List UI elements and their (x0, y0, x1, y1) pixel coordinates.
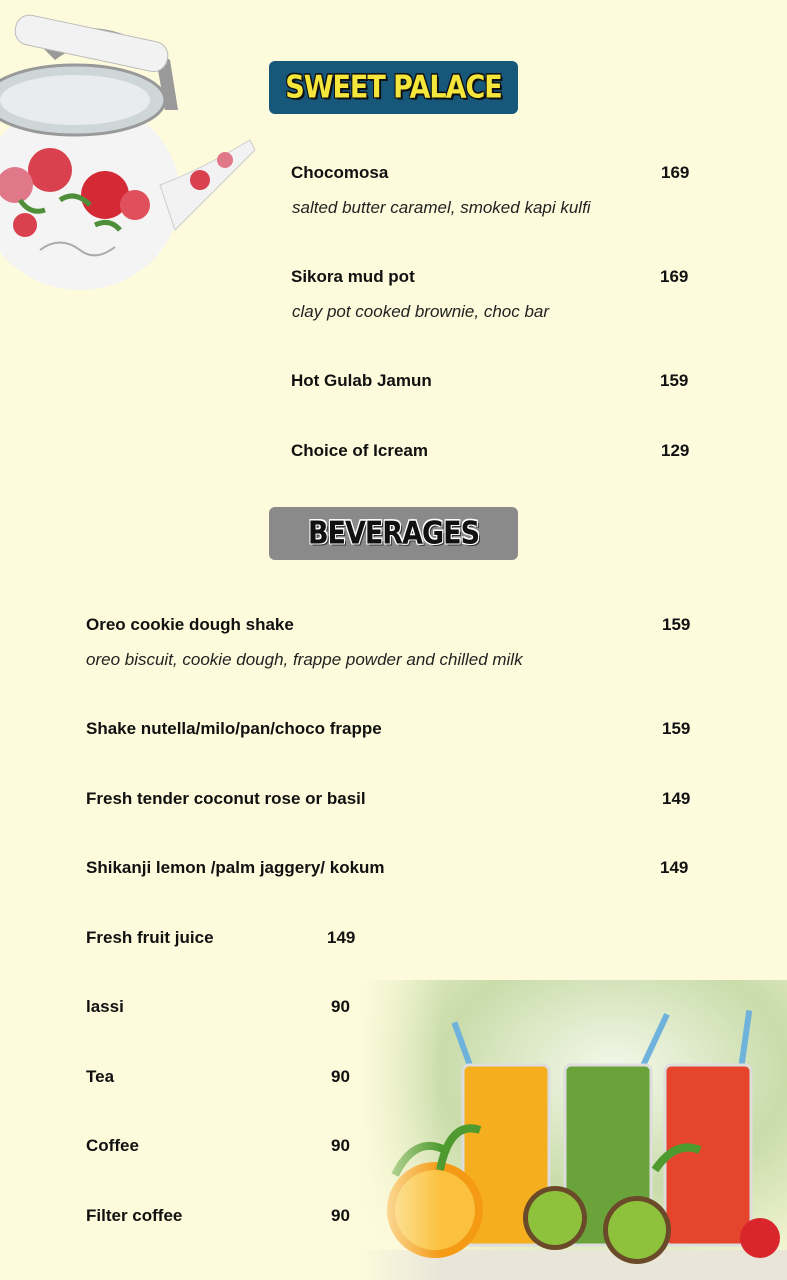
menu-item-name: Shake nutella/milo/pan/choco frappe (86, 719, 382, 738)
menu-item-description: oreo biscuit, cookie dough, frappe powder and chilled milk (86, 650, 523, 669)
menu-item-price: 129 (661, 441, 690, 460)
menu-item-name: Fresh tender coconut rose or basil (86, 789, 366, 808)
beverages-title: BEVERAGES (307, 515, 480, 552)
menu-item-name: Filter coffee (86, 1206, 183, 1225)
menu-item-price: 159 (660, 371, 689, 390)
menu-item-description: salted butter caramel, smoked kapi kulfi (292, 198, 591, 217)
menu-item-description: clay pot cooked brownie, choc bar (292, 302, 550, 321)
teapot-image (0, 0, 260, 300)
menu-item-name: Choice of Icream (291, 441, 428, 460)
sweet-palace-title: SWEET PALACE (285, 69, 502, 106)
menu-item-price: 169 (661, 163, 690, 182)
menu-item-price: 90 (331, 1067, 350, 1086)
menu-item-price: 169 (660, 267, 689, 286)
sweet-palace-header (269, 61, 518, 114)
menu-item-name: lassi (86, 997, 124, 1016)
juice-image (355, 980, 787, 1280)
menu-item-price: 149 (327, 928, 356, 947)
menu-item-name: Fresh fruit juice (86, 928, 214, 947)
menu-item-price: 159 (662, 615, 691, 634)
menu-item-price: 149 (662, 789, 691, 808)
beverages-header (269, 507, 518, 560)
menu-item-name: Chocomosa (291, 163, 389, 182)
menu-item-name: Hot Gulab Jamun (291, 371, 432, 390)
menu-item-price: 149 (660, 858, 689, 877)
menu-item-name: Shikanji lemon /palm jaggery/ kokum (86, 858, 385, 877)
menu-item-name: Sikora mud pot (291, 267, 415, 286)
menu-item-price: 90 (331, 1136, 350, 1155)
menu-item-price: 90 (331, 1206, 350, 1225)
menu-item-price: 159 (662, 719, 691, 738)
menu-item-name: Coffee (86, 1136, 139, 1155)
menu-item-name: Tea (86, 1067, 115, 1086)
menu-item-name: Oreo cookie dough shake (86, 615, 294, 634)
menu-item-price: 90 (331, 997, 350, 1016)
